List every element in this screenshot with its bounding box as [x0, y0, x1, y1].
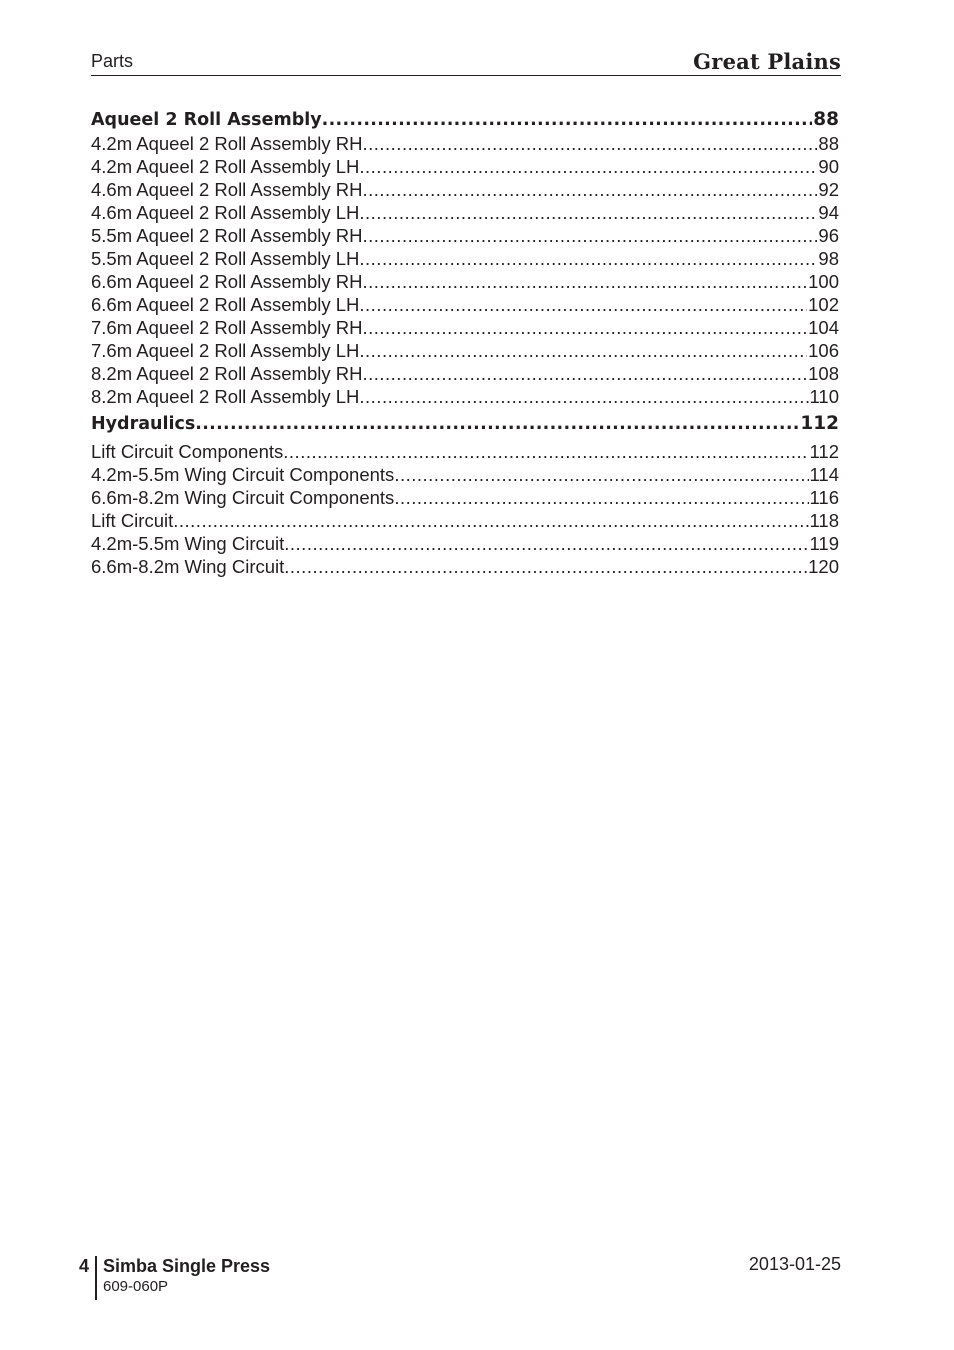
- toc-entry-label: 4.2m Aqueel 2 Roll Assembly LH: [91, 156, 360, 177]
- toc-entry-page: 98: [818, 248, 839, 269]
- toc-entry-page: 96: [818, 225, 839, 246]
- toc-entry-label: 4.2m-5.5m Wing Circuit Components: [91, 464, 395, 485]
- toc-entry-label: 4.2m Aqueel 2 Roll Assembly RH: [91, 133, 363, 154]
- toc-entry-page: 108: [808, 363, 839, 384]
- toc-entry[interactable]: [91, 178, 839, 201]
- toc-entry-page: 94: [818, 202, 839, 223]
- toc-entry-page: 92: [818, 179, 839, 200]
- toc-entry-label: 7.6m Aqueel 2 Roll Assembly LH: [91, 340, 360, 361]
- dot-leader: [359, 385, 808, 408]
- toc-heading-page: 112: [800, 413, 839, 434]
- dot-leader: [195, 412, 799, 436]
- toc-heading[interactable]: [91, 412, 839, 436]
- dot-leader: [284, 532, 808, 555]
- toc-entry-page: 112: [809, 441, 839, 462]
- document-number: 609-060P: [103, 1278, 169, 1295]
- toc-entry-label: 8.2m Aqueel 2 Roll Assembly LH: [91, 386, 360, 407]
- toc-entry-label: 5.5m Aqueel 2 Roll Assembly LH: [91, 248, 360, 269]
- dot-leader: [322, 108, 813, 132]
- toc-entry[interactable]: [91, 224, 839, 247]
- toc-entry[interactable]: [91, 463, 839, 486]
- document-date: 2013-01-25: [748, 1254, 841, 1274]
- toc-entry-page: 90: [818, 156, 839, 177]
- toc-entry-label: 6.6m-8.2m Wing Circuit Components: [91, 487, 395, 508]
- dot-leader: [359, 155, 817, 178]
- dot-leader: [362, 316, 807, 339]
- dot-leader: [359, 293, 807, 316]
- toc-entry-page: 110: [809, 386, 839, 407]
- dot-leader: [362, 362, 807, 385]
- section-label: Parts: [91, 51, 134, 71]
- toc-entry[interactable]: [91, 316, 839, 339]
- toc-entry[interactable]: [91, 362, 839, 385]
- toc-entry-label: 4.2m-5.5m Wing Circuit: [91, 533, 285, 554]
- toc-entry[interactable]: [91, 532, 839, 555]
- page-number: 4: [79, 1256, 90, 1276]
- dot-leader: [173, 509, 808, 532]
- brand-logo: Great Plains: [693, 49, 841, 74]
- table-of-contents: [91, 108, 839, 578]
- toc-entry[interactable]: [91, 555, 839, 578]
- dot-leader: [394, 486, 808, 509]
- toc-entry[interactable]: [91, 155, 839, 178]
- toc-entry[interactable]: [91, 201, 839, 224]
- dot-leader: [359, 339, 807, 362]
- toc-heading-label: Aqueel 2 Roll Assembly: [91, 110, 322, 130]
- toc-entry[interactable]: [91, 293, 839, 316]
- dot-leader: [359, 201, 817, 224]
- toc-entry[interactable]: [91, 509, 839, 532]
- toc-entry-label: Lift Circuit: [91, 510, 174, 531]
- dot-leader: [362, 132, 817, 155]
- page-header: [91, 48, 841, 76]
- toc-entry-label: 6.6m Aqueel 2 Roll Assembly RH: [91, 271, 363, 292]
- toc-entry-label: 8.2m Aqueel 2 Roll Assembly RH: [91, 363, 363, 384]
- toc-entry-page: 104: [808, 317, 839, 338]
- toc-entry-label: 6.6m-8.2m Wing Circuit: [91, 556, 285, 577]
- page-footer: [78, 1252, 841, 1302]
- toc-entry[interactable]: [91, 440, 839, 463]
- toc-entry[interactable]: [91, 247, 839, 270]
- toc-entry-page: 119: [809, 533, 839, 554]
- toc-entry[interactable]: [91, 270, 839, 293]
- dot-leader: [283, 440, 808, 463]
- toc-entry-page: 106: [808, 340, 839, 361]
- dot-leader: [362, 178, 817, 201]
- toc-entry[interactable]: [91, 486, 839, 509]
- dot-leader: [359, 247, 817, 270]
- toc-entry-label: 4.6m Aqueel 2 Roll Assembly RH: [91, 179, 363, 200]
- dot-leader: [284, 555, 807, 578]
- toc-entry[interactable]: [91, 339, 839, 362]
- toc-entry[interactable]: [91, 385, 839, 408]
- toc-entry-page: 100: [808, 271, 839, 292]
- toc-group-hydraulics: [91, 412, 839, 578]
- toc-group-aqueel: [91, 108, 839, 408]
- toc-entry[interactable]: [91, 132, 839, 155]
- footer-divider: [95, 1256, 97, 1300]
- toc-entry-label: Lift Circuit Components: [91, 441, 284, 462]
- toc-entry-page: 120: [808, 556, 839, 577]
- document-title: Simba Single Press: [103, 1256, 271, 1276]
- toc-entry-page: 102: [808, 294, 839, 315]
- dot-leader: [394, 463, 808, 486]
- toc-entry-label: 6.6m Aqueel 2 Roll Assembly LH: [91, 294, 360, 315]
- toc-entry-label: 5.5m Aqueel 2 Roll Assembly RH: [91, 225, 363, 246]
- toc-entry-page: 114: [809, 464, 839, 485]
- toc-entry-label: 7.6m Aqueel 2 Roll Assembly RH: [91, 317, 363, 338]
- dot-leader: [362, 270, 807, 293]
- toc-entry-page: 116: [809, 487, 839, 508]
- toc-entry-page: 88: [818, 133, 839, 154]
- toc-heading-label: Hydraulics: [91, 414, 196, 434]
- toc-entry-page: 118: [809, 510, 839, 531]
- toc-heading[interactable]: [91, 108, 839, 132]
- dot-leader: [362, 224, 817, 247]
- toc-heading-page: 88: [813, 109, 839, 130]
- toc-entry-label: 4.6m Aqueel 2 Roll Assembly LH: [91, 202, 360, 223]
